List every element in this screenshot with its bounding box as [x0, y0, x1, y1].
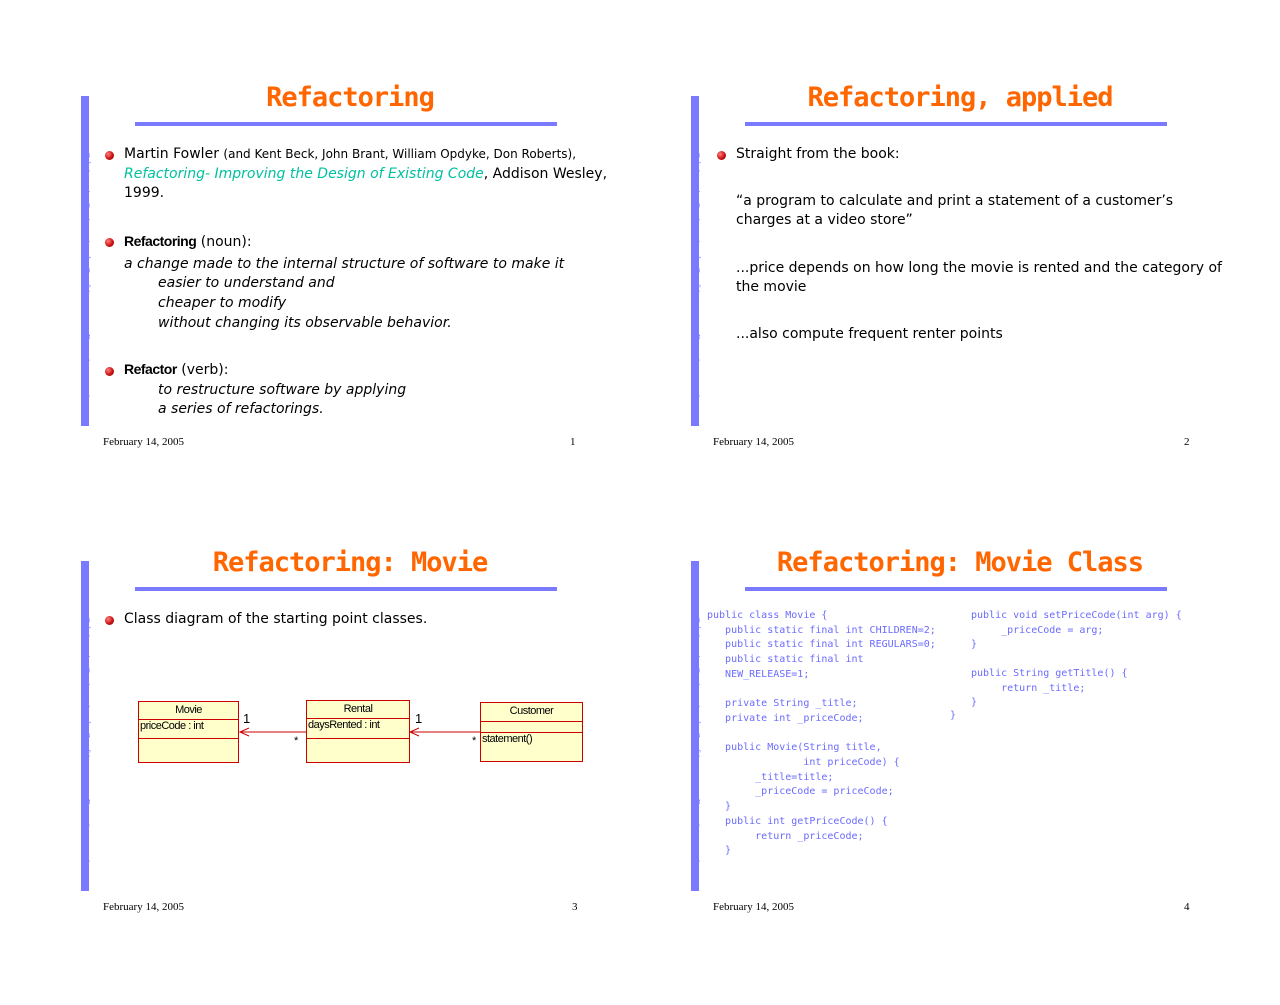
definition-line: without changing its observable behavior.	[158, 315, 452, 331]
quote-line: “a program to calculate and print a statement of a customer’s	[736, 193, 1174, 209]
term: Refactor	[124, 361, 177, 377]
bullet-icon	[105, 367, 114, 376]
code-block-setter: public void setPriceCode(int arg) { _priceCode = arg; }	[971, 610, 1182, 651]
footer-date: February 14, 2005	[713, 901, 794, 913]
code-class-close: }	[950, 710, 957, 721]
code-block-left: public class Movie { public static final int CHILDREN=2; public static final int REGULARS=0; public static final int NEW_RELEASE=1; private String _title; private int _priceCode; public Movie(String title, int priceCode) { _title=title; _priceCode = priceCode; } public int getPriceCode() { return _priceCode; }	[707, 610, 936, 857]
code-block-getter: public String getTitle() { return _title; }	[971, 668, 1128, 709]
sidebar-label: Object Oriented Software Engineering	[82, 617, 91, 882]
slide-1	[40, 70, 660, 540]
term: Refactoring	[124, 233, 197, 249]
slide-title: Refactoring: Movie	[212, 547, 488, 578]
class-attribute: priceCode : int	[139, 720, 238, 739]
paragraph-line: ...also compute frequent renter points	[736, 326, 1003, 342]
bullet-icon	[105, 151, 114, 160]
sidebar-label: Object Oriented Software Engineering	[692, 152, 701, 417]
bullet-text: Class diagram of the starting point classes.	[124, 611, 428, 627]
multiplicity: 1	[243, 711, 251, 726]
definition-line: a change made to the internal structure of software to make it	[124, 256, 565, 272]
coauthors: (and Kent Beck, John Brant, William Opdyke, Don Roberts),	[223, 147, 577, 161]
definition-line: a series of refactorings.	[158, 401, 324, 417]
title-rule	[745, 122, 1167, 126]
footer-date: February 14, 2005	[713, 436, 794, 448]
multiplicity: *	[294, 735, 299, 747]
title-rule	[135, 122, 557, 126]
bullet-author-line	[124, 145, 576, 165]
multiplicity: 1	[415, 711, 423, 726]
title-rule	[745, 587, 1167, 591]
page-number: 2	[1184, 436, 1190, 448]
book-title: Refactoring- Improving the Design of Existing Code	[124, 166, 484, 182]
uml-associations	[40, 535, 660, 1005]
paragraph-line: the movie	[736, 279, 807, 295]
bullet-refactoring	[124, 232, 252, 253]
class-name: Customer	[481, 703, 582, 722]
class-attribute: daysRented : int	[307, 719, 409, 739]
year: 1999.	[124, 185, 165, 201]
sidebar-label: Object Oriented Software Engineering	[692, 617, 701, 882]
page-number: 3	[572, 901, 578, 913]
class-operation: statement()	[482, 733, 533, 745]
sidebar-label: Object Oriented Software Engineering	[82, 152, 91, 417]
part-of-speech: (noun):	[196, 234, 252, 250]
bullet-icon	[717, 151, 726, 160]
slide-title: Refactoring, applied	[807, 82, 1113, 113]
part-of-speech: (verb):	[176, 362, 229, 378]
class-name: Rental	[307, 701, 409, 719]
definition-line: easier to understand and	[158, 275, 335, 291]
bullet-refactor	[124, 360, 228, 381]
quote-line: charges at a video store”	[736, 212, 913, 228]
author: Martin Fowler	[124, 146, 219, 162]
slide-4	[650, 535, 1270, 1005]
bullet-text: Straight from the book:	[736, 146, 900, 162]
multiplicity: *	[472, 735, 477, 747]
footer-date: February 14, 2005	[103, 901, 184, 913]
footer-date: February 14, 2005	[103, 436, 184, 448]
slide-title: Refactoring: Movie Class	[776, 547, 1144, 578]
bullet-icon	[105, 238, 114, 247]
definition-line: to restructure software by applying	[158, 382, 407, 398]
class-name: Movie	[139, 702, 238, 720]
paragraph-line: ...price depends on how long the movie is rented and the category of	[736, 260, 1222, 276]
definition-line: cheaper to modify	[158, 295, 287, 311]
page-number: 1	[570, 436, 576, 448]
page-number: 4	[1184, 901, 1190, 913]
slide-3	[40, 535, 660, 1005]
slide-2	[650, 70, 1270, 540]
publisher: , Addison Wesley,	[483, 166, 608, 182]
book-line	[124, 165, 607, 185]
slide-title: Refactoring	[266, 82, 434, 113]
